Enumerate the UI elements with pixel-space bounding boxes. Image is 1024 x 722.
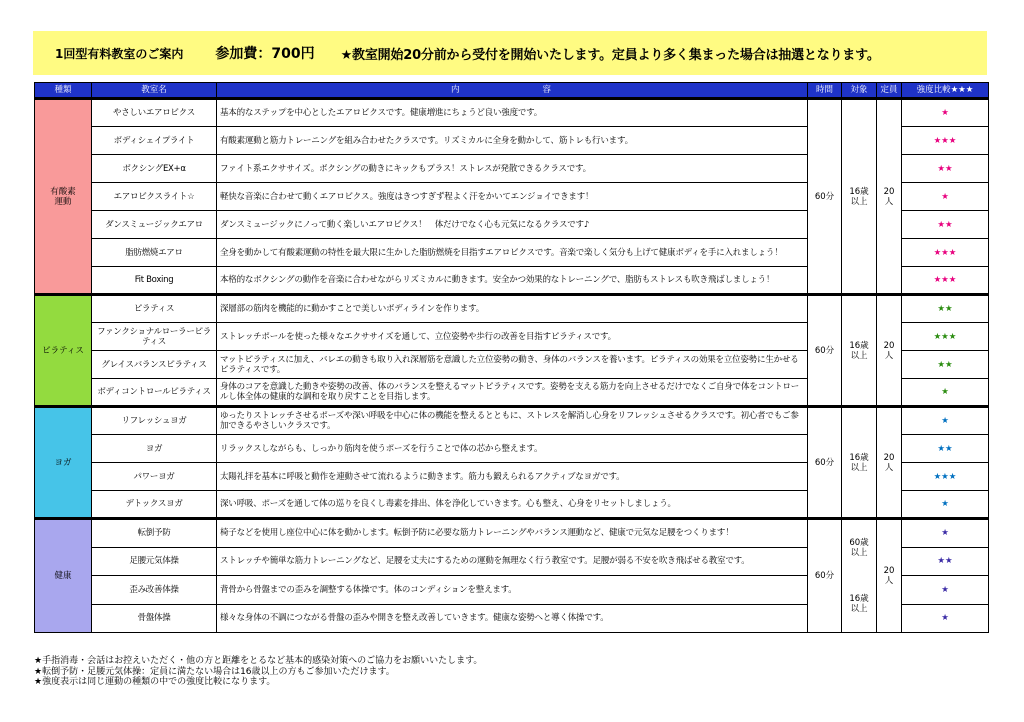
capacity-cell: 20人 <box>877 407 902 519</box>
class-description: マットピラティスに加え、バレエの動きも取り入れ深層筋を意識した立位姿勢の動き、身体のバランスを養います。ピラティスの効果を立位姿勢に生かせるピラティスです。 <box>217 351 808 379</box>
class-name: 足腰元気体操 <box>92 547 217 576</box>
time-cell: 60分 <box>808 407 842 519</box>
class-name: 歪み改善体操 <box>92 576 217 605</box>
class-description: 有酸素運動と筋力トレーニングを組み合わせたクラスです。リズミカルに全身を動かして、筋トレも行います。 <box>217 127 808 155</box>
class-description: 軽快な音楽に合わせて動くエアロビクス。強度はきつすぎず程よく汗をかいてエンジョイできます！ <box>217 183 808 211</box>
class-name: ボディコントロールピラティス <box>92 379 217 407</box>
category-label: 有酸素 運動 <box>50 186 76 207</box>
target-age-bottom: 16歳 以上 <box>849 594 869 614</box>
target-age-top: 60歳 以上 <box>849 538 869 558</box>
intensity-stars: ★ <box>902 519 989 548</box>
class-name: 転倒予防 <box>92 519 217 548</box>
intensity-stars: ★ <box>902 491 989 519</box>
banner-fee: 参加費：700円 <box>215 46 315 62</box>
class-description: 身体のコアを意識した動きや姿勢の改善、体のバランスを整えるマットピラティスです。姿勢を支える筋力を向上させるだけでなくご自身で体をコントロールし体全体の健康的な調和を取り戻すことを目指します。 <box>217 379 808 407</box>
target-age-label: 16歳 以上 <box>849 452 869 473</box>
intensity-stars: ★ <box>902 407 989 435</box>
class-description: ファイト系エクササイズ。ボクシングの動きにキックもプラス！ストレスが発散できるクラスです。 <box>217 155 808 183</box>
class-name: Fit Boxing <box>92 267 217 295</box>
schedule-body <box>35 99 989 633</box>
time-cell: 60分 <box>808 99 842 295</box>
class-description: 全身を動かして有酸素運動の特性を最大限に生かした脂肪燃焼を目指すエアロビクスです。音楽で楽しく気分も上げて健康ボディを手に入れましょう！ <box>217 239 808 267</box>
target-age-cell <box>842 295 877 407</box>
class-name: デトックスヨガ <box>92 491 217 519</box>
class-description: 背骨から骨盤までの歪みを調整する体操です。体のコンディションを整えます。 <box>217 576 808 605</box>
class-name: ヨガ <box>92 435 217 463</box>
class-name: ピラティス <box>92 295 217 323</box>
category-label: ピラティス <box>42 345 84 356</box>
time-cell: 60分 <box>808 295 842 407</box>
class-row <box>35 519 989 548</box>
capacity-cell: 20人 <box>877 99 902 295</box>
category-label: 健康 <box>54 571 72 581</box>
target-age-cell <box>842 99 877 295</box>
capacity-cell: 20人 <box>877 519 902 633</box>
class-description: ストレッチや簡単な筋力トレーニングなど、足腰を丈夫にするための運動を無理なく行う教室です。足腰が弱る不安を吹き飛ばせる教室です。 <box>217 547 808 576</box>
class-schedule-table <box>34 82 989 633</box>
target-age-label: 16歳 以上 <box>849 340 869 361</box>
intensity-stars: ★★★ <box>902 267 989 295</box>
intensity-stars: ★ <box>902 604 989 633</box>
class-description: 本格的なボクシングの動作を音楽に合わせながらリズミカルに動きます。安全かつ効果的なトレーニングで、脂肪もストレスも吹き飛ばしましょう！ <box>217 267 808 295</box>
category-cell <box>35 295 92 407</box>
class-name: エアロビクスライト☆ <box>92 183 217 211</box>
table-header-row <box>35 83 989 99</box>
banner-title: 1回型有料教室のご案内 <box>55 46 184 61</box>
class-row <box>35 407 989 435</box>
time-cell: 60分 <box>808 519 842 633</box>
intensity-stars: ★★★ <box>902 463 989 491</box>
intensity-stars: ★ <box>902 379 989 407</box>
class-description: ゆったりストレッチさせるポーズや深い呼吸を中心に体の機能を整えるとともに、ストレスを解消し心身をリフレッシュさせるクラスです。初心者でもご参加できるやさしいクラスです。 <box>217 407 808 435</box>
info-banner <box>33 31 987 75</box>
category-cell <box>35 99 92 295</box>
class-description: 基本的なステップを中心としたエアロビクスです。健康増進にちょうど良い強度です。 <box>217 99 808 127</box>
header-time: 時間 <box>808 83 842 99</box>
class-name: パワーヨガ <box>92 463 217 491</box>
intensity-stars: ★★★ <box>902 323 989 351</box>
class-name: 骨盤体操 <box>92 604 217 633</box>
intensity-stars: ★★ <box>902 435 989 463</box>
class-description: 深層部の筋肉を機能的に動かすことで美しいボディラインを作ります。 <box>217 295 808 323</box>
intensity-stars: ★★★ <box>902 127 989 155</box>
header-target: 対象 <box>842 83 877 99</box>
intensity-stars: ★★ <box>902 211 989 239</box>
intensity-stars: ★★ <box>902 295 989 323</box>
category-cell <box>35 519 92 633</box>
class-row <box>35 99 989 127</box>
banner-note: ★教室開始20分前から受付を開始いたします。定員より多く集まった場合は抽選となります。 <box>340 47 880 63</box>
footnotes <box>34 656 482 688</box>
class-name: グレイスバランスピラティス <box>92 351 217 379</box>
intensity-stars: ★★ <box>902 155 989 183</box>
intensity-stars: ★ <box>902 99 989 127</box>
category-label: ヨガ <box>54 457 72 468</box>
capacity-cell: 20人 <box>877 295 902 407</box>
intensity-stars: ★ <box>902 576 989 605</box>
class-description: 深い呼吸、ポーズを通して体の巡りを良くし毒素を排出、体を浄化していきます。心も整え、心身をリセットしましょう。 <box>217 491 808 519</box>
category-cell <box>35 407 92 519</box>
footnote: ★転倒予防・足腰元気体操：定員に満たない場合は16歳以上の方もご参加いただけます。 <box>34 666 395 677</box>
target-age-cell <box>842 407 877 519</box>
header-content: 内 容 <box>217 83 808 99</box>
intensity-stars: ★ <box>902 183 989 211</box>
footnote: ★強度表示は同じ運動の種類の中での強度比較になります。 <box>34 677 276 687</box>
class-description: リラックスしながらも、しっかり筋肉を使うポーズを行うことで体の芯から整えます。 <box>217 435 808 463</box>
class-description: ストレッチポールを使った様々なエクササイズを通して、立位姿勢や歩行の改善を目指すピラティスです。 <box>217 323 808 351</box>
target-age-cell <box>842 519 877 633</box>
class-description: 太陽礼拝を基本に呼吸と動作を連動させて流れるように動きます。筋力も鍛えられるアクティブなヨガです。 <box>217 463 808 491</box>
header-capacity: 定員 <box>877 83 902 99</box>
class-name: ボクシングEX+α <box>92 155 217 183</box>
class-name: 脂肪燃焼エアロ <box>92 239 217 267</box>
class-name: ダンスミュージックエアロ <box>92 211 217 239</box>
header-intensity: 強度比較★★★ <box>902 83 989 99</box>
header-category: 種類 <box>35 83 92 99</box>
class-name: やさしいエアロビクス <box>92 99 217 127</box>
class-description: ダンスミュージックにノって動く楽しいエアロビクス！ 体だけでなく心も元気になるクラスです♪ <box>217 211 808 239</box>
intensity-stars: ★★★ <box>902 239 989 267</box>
intensity-stars: ★★ <box>902 351 989 379</box>
header-class-name: 教室名 <box>92 83 217 99</box>
intensity-stars: ★★ <box>902 547 989 576</box>
class-description: 様々な身体の不調につながる骨盤の歪みや開きを整え改善していきます。健康な姿勢へと導く体操です。 <box>217 604 808 633</box>
target-age-label: 16歳 以上 <box>849 186 869 207</box>
footnote: ★手指消毒・会話はお控えいただく・他の方と距離をとるなど基本的感染対策へのご協力をお願いいたします。 <box>34 656 483 666</box>
class-row <box>35 295 989 323</box>
class-description: 椅子などを使用し座位中心に体を動かします。転倒予防に必要な筋力トレーニングやバランス運動など、健康で元気な足腰をつくります！ <box>217 519 808 548</box>
class-name: ボディシェイプライト <box>92 127 217 155</box>
class-name: リフレッシュヨガ <box>92 407 217 435</box>
class-name: ファンクショナルローラーピラティス <box>92 323 217 351</box>
